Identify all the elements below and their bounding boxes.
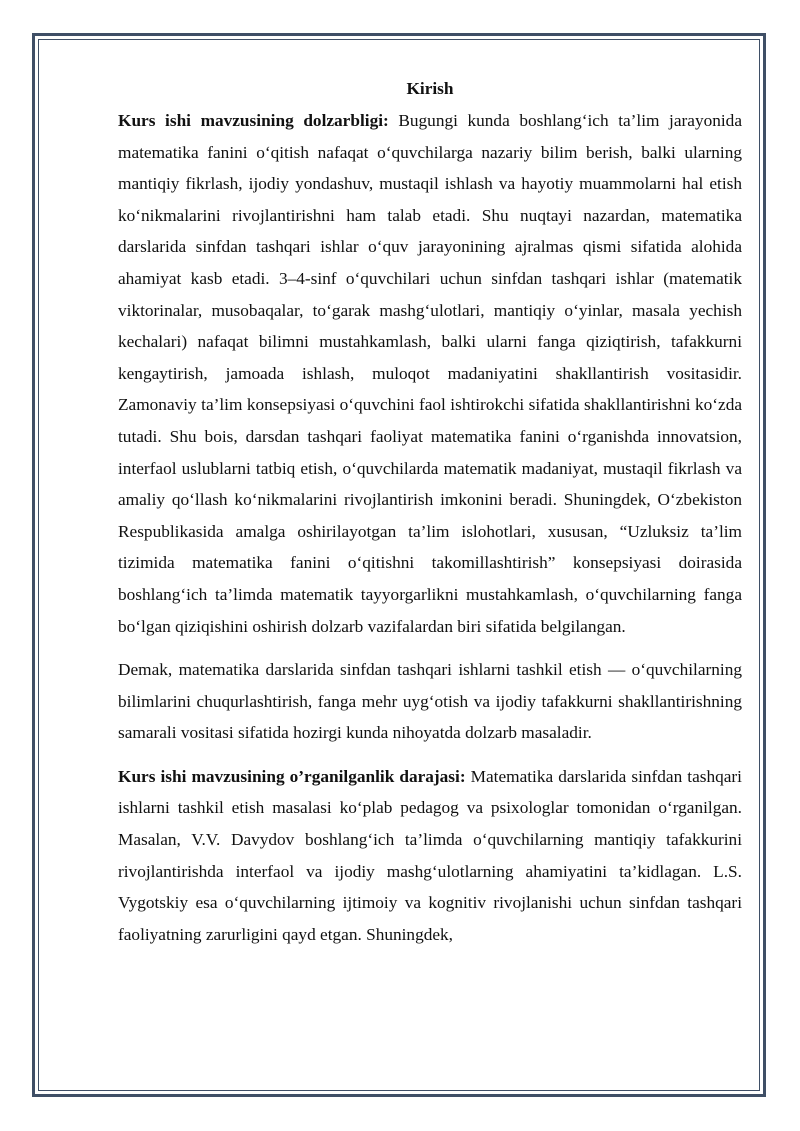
paragraph-text: Bugungi kunda boshlang‘ich ta’lim jarayonida matematika fanini o‘qitish nafaqat o‘quvchilarga nazariy bilim berish, balki ularning mantiqiy fikrlash, ijodiy yondashuv, mustaqil ishlash va hayotiy muammolarni hal etish ko‘nikmalarini rivojlantirishni ham talab etadi. Shu nuqtayi nazardan, matematika darslarida sinfdan tashqari ishlar o‘quv jarayonining ajralmas qismi sifatida alohida ahamiyat kasb etadi. 3–4-sinf o‘quvchilari uchun sinfdan tashqari ishlar (matematik viktorinalar, musobaqalar, to‘garak mashg‘ulotlari, mantiqiy o‘yinlar, masala yechish kechalari) nafaqat bilimni mustahkamlash, balki ularni fanga qiziqtirish, tafakkurni kengaytirish, jamoada ishlash, muloqot madaniyatini shakllantirish vositasidir. Zamonaviy ta’lim konsepsiyasi o‘quvchini faol ishtirokchi sifatida shakllantirishni ko‘zda tutadi. Shu bois, darsdan tashqari faoliyat matematika fanini o‘rganishda innovatsion, interfaol uslublarni tatbiq etish, o‘quvchilarda matematik madaniyat, mustaqil fikrlash va amaliy qo‘llash ko‘nikmalarini rivojlantirish imkonini beradi. Shuningdek, O‘zbekiston Respublikasida amalga oshirilayotgan ta’lim islohotlari, xususan, “Uzluksiz ta’lim tizimida matematika fanini o‘qitishni takomillashtirish” konsepsiyasi doirasida boshlang‘ich ta’limda matematik tayyorgarlikni mustahkamlash, o‘quvchilarning fanga bo‘lgan qiziqishini oshirish dolzarb vazifalardan biri sifatida belgilangan. (118, 111, 742, 636)
paragraph-lead: Kurs ishi mavzusining dolzarbligi: (118, 111, 389, 130)
paragraph-lead: Kurs ishi mavzusining o’rganilganlik darajasi: (118, 766, 466, 786)
section-title: Kirish (406, 79, 454, 98)
paragraph-relevance (118, 105, 742, 642)
paragraph-text: Demak, matematika darslarida sinfdan tashqari ishlarni tashkil etish — o‘quvchilarning bilimlarini chuqurlashtirish, fanga mehr uyg‘otish va ijodiy tafakkurni shakllantirishning samarali vositasi sifatida hozirgi kunda nihoyatda dolzarb masaladir. (118, 660, 742, 743)
paragraph-text: Matematika darslarida sinfdan tashqari ishlarni tashkil etish masalasi ko‘plab pedagog va psixologlar tomonidan o‘rganilgan. Masalan, V.V. Davydov boshlang‘ich ta’limda o‘quvchilarning mantiqiy tafakkurini rivojlantirishda interfaol va ijodiy mashg‘ulotlarning ahamiyatini ta’kidlagan. L.S. Vygotskiy esa o‘quvchilarning ijtimoiy va kognitiv rivojlanishi uchun sinfdan tashqari faoliyatning zarurligini qayd etgan. Shuningdek, (118, 766, 742, 944)
document-body (118, 72, 742, 962)
paragraph-study-level (118, 761, 742, 951)
paragraph-conclusion (118, 654, 742, 749)
